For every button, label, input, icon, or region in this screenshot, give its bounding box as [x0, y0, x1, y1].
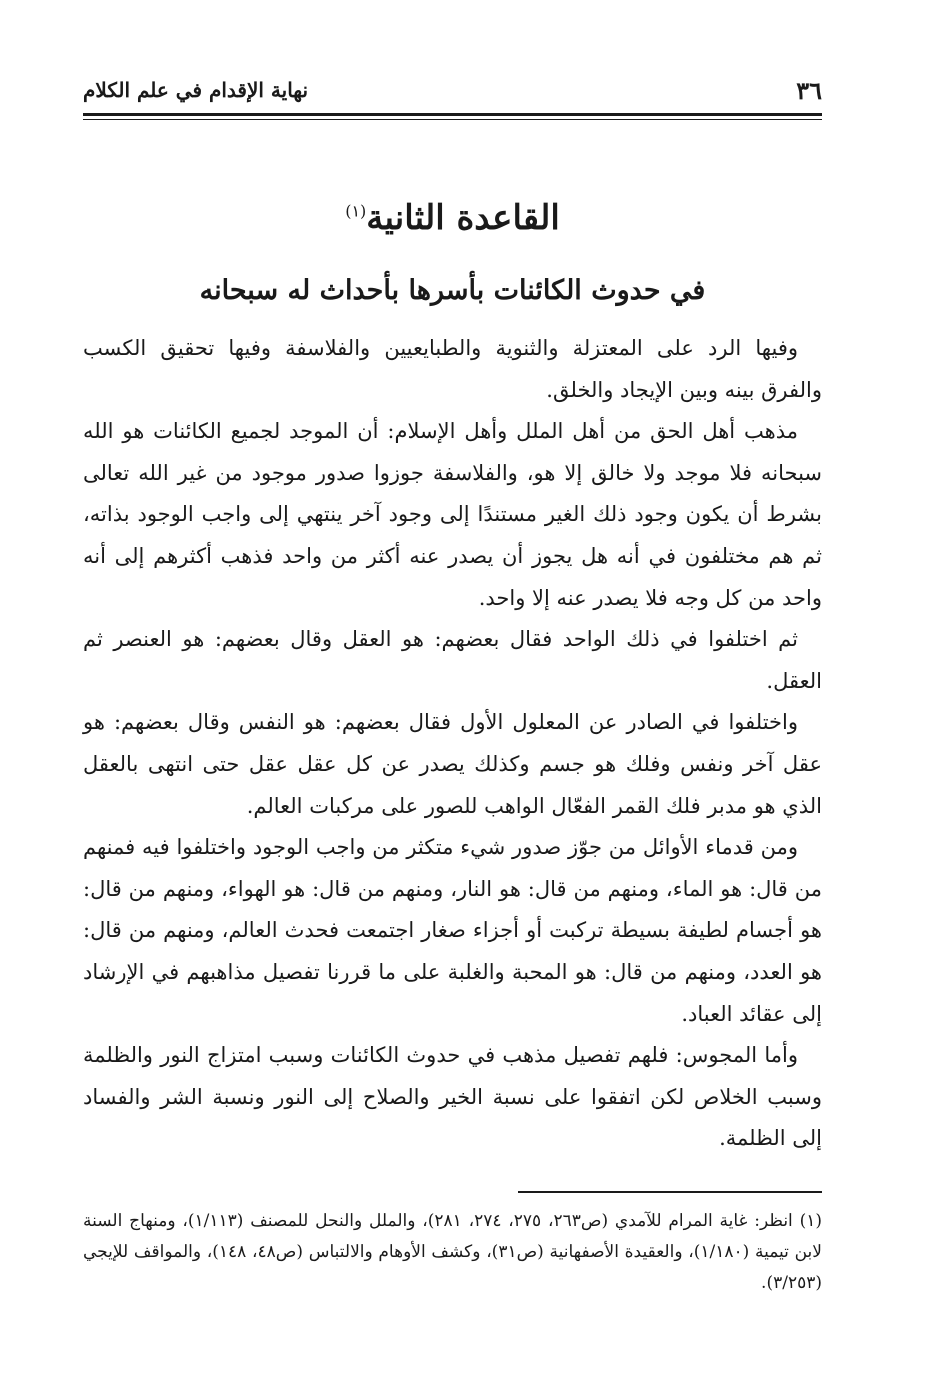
chapter-title	[83, 198, 822, 238]
paragraph: ومن قدماء الأوائل من جوّز صدور شيء متكثر من واجب الوجود واختلفوا فيه فمنهم من قال: هو الماء، ومنهم من قال: هو النار، ومنهم من قال: هو الهواء، ومنهم من قال: هو أجسام لطيفة بسيطة تركبت أو أجزاء صغار اجتمعت فحدث العالم، ومنهم من قال: هو العدد، ومنهم من قال: هو المحبة والغلبة على ما قررنا تفصيل مذاهبهم في الإرشاد إلى عقائد العباد.	[83, 835, 822, 1026]
footnote: (١) انظر: غاية المرام للآمدي (ص٢٦٣، ٢٧٥، ٢٧٤، ٢٨١)، والملل والنحل للمصنف (١/١١٣)، ومنهاج السنة لابن تيمية (١/١٨٠)، والعقيدة الأصفهانية (ص٣١)، وكشف الأوهام والالتباس (ص٤٨، ١٤٨)، والمواقف للإيجي (٣/٢٥٣).	[83, 1211, 822, 1293]
chapter-title-text: القاعدة الثانية	[366, 198, 560, 238]
running-header	[83, 72, 822, 116]
header-rule	[83, 113, 822, 116]
footnote-separator	[518, 1191, 822, 1193]
paragraph: ثم اختلفوا في ذلك الواحد فقال بعضهم: هو العقل وقال بعضهم: هو العنصر ثم العقل.	[83, 627, 822, 693]
book-title: نهاية الإقدام في علم الكلام	[83, 78, 309, 102]
header-rule-thin	[83, 119, 822, 120]
paragraph: وفيها الرد على المعتزلة والثنوية والطبايعيين والفلاسفة وفيها تحقيق الكسب والفرق بينه وبين الإيجاد والخلق.	[83, 336, 822, 402]
body-text	[83, 328, 822, 1160]
page-number: ٣٦	[796, 76, 822, 105]
paragraph: مذهب أهل الحق من أهل الملل وأهل الإسلام: أن الموجد لجميع الكائنات هو الله سبحانه فلا موجد ولا خالق إلا هو، والفلاسفة جوزوا صدور موجود من غير الله تعالى بشرط أن يكون وجود ذلك الغير مستندًا إلى وجود آخر ينتهي إلى واجب الوجود بذاته، ثم هم مختلفون في أنه هل يجوز أن يصدر عنه أكثر من واحد فذهب أكثرهم إلى أنه واحد من كل وجه فلا يصدر عنه إلا واحد.	[83, 419, 822, 610]
footnote-marker[interactable]: (١)	[345, 201, 367, 221]
paragraph: واختلفوا في الصادر عن المعلول الأول فقال بعضهم: هو النفس وقال بعضهم: هو عقل آخر ونفس وفلك هو جسم وكذلك يصدر عن كل عقل عقل حتى انتهى بالعقل الذي هو مدبر فلك القمر الفعّال الواهب للصور على مركبات العالم.	[83, 710, 822, 818]
footnotes	[83, 1206, 822, 1299]
paragraph: وأما المجوس: فلهم تفصيل مذهب في حدوث الكائنات وسبب امتزاج النور والظلمة وسبب الخلاص لكن اتفقوا على نسبة الخير والصلاح إلى النور ونسبة الشر والفساد إلى الظلمة.	[83, 1043, 822, 1151]
chapter-subtitle: في حدوث الكائنات بأسرها بأحداث له سبحانه	[199, 275, 706, 306]
